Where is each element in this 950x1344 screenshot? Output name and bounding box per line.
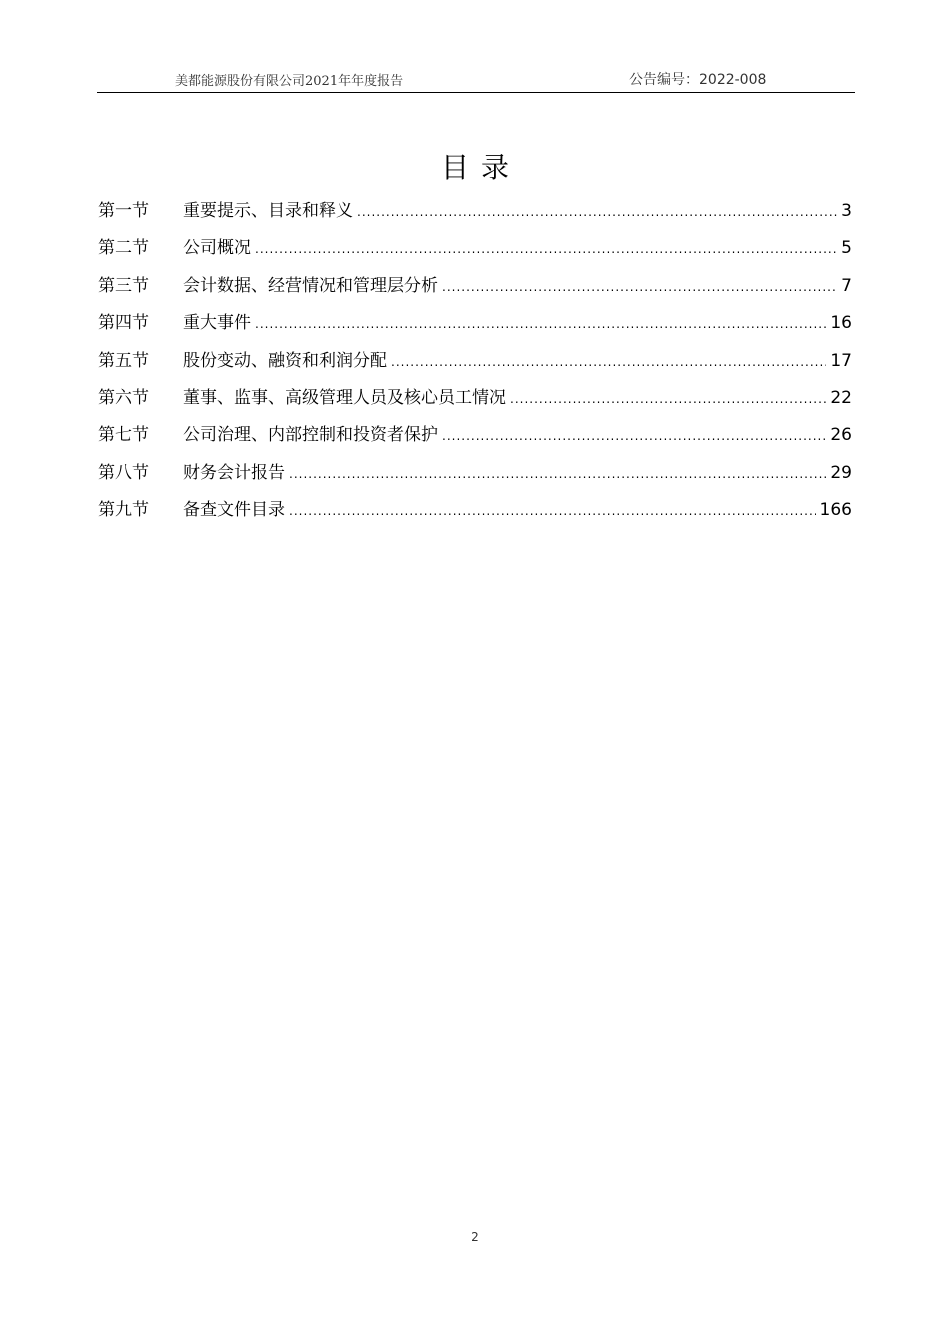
toc-title: 目录 [440,151,521,184]
toc-row[interactable] [98,495,852,532]
toc-page-number: 166 [819,500,852,521]
toc-row[interactable] [98,420,852,457]
toc-section: 第三节 [98,275,149,296]
toc-section: 第七节 [98,425,149,446]
toc-leader-dots [255,242,837,256]
toc-row[interactable] [98,233,852,270]
toc-section: 第五节 [98,350,149,371]
toc-section: 第八节 [98,462,149,483]
header-announcement-number: 公告编号：2022-008 [629,72,767,88]
toc-entry-name: 董事、监事、高级管理人员及核心员工情况 [183,387,506,408]
header-report-title: 美都能源股份有限公司2021年年度报告 [175,74,404,89]
toc-row[interactable] [98,271,852,308]
toc-row[interactable] [98,383,852,420]
toc-page-number: 16 [830,313,852,334]
toc-leader-dots [442,280,837,294]
toc-leader-dots [255,317,826,331]
toc-section: 第二节 [98,238,149,259]
toc-row[interactable] [98,196,852,233]
toc-entry-name: 公司概况 [183,238,251,259]
table-of-contents [98,196,852,533]
toc-section: 第九节 [98,500,149,521]
toc-leader-dots [357,205,837,219]
toc-page-number: 3 [841,201,852,221]
toc-row[interactable] [98,346,852,383]
toc-entry-name: 股份变动、融资和利润分配 [183,350,387,371]
toc-section: 第一节 [98,201,149,221]
page-number: 2 [471,1230,479,1244]
toc-page-number: 5 [841,238,852,259]
toc-entry-name: 重大事件 [183,313,251,334]
toc-section: 第四节 [98,313,149,334]
toc-page-number: 29 [830,462,852,483]
toc-page-number: 22 [830,387,852,408]
toc-row[interactable] [98,308,852,345]
page-header [97,64,855,93]
toc-leader-dots [289,467,826,481]
toc-page-number: 26 [830,425,852,446]
toc-leader-dots [510,392,826,406]
toc-page-number: 7 [841,275,852,296]
toc-entry-name: 公司治理、内部控制和投资者保护 [183,425,438,446]
toc-entry-name: 重要提示、目录和释义 [183,201,353,221]
toc-entry-name: 会计数据、经营情况和管理层分析 [183,275,438,296]
toc-leader-dots [442,429,826,443]
toc-page-number: 17 [830,350,852,371]
toc-row[interactable] [98,458,852,495]
toc-entry-name: 财务会计报告 [183,462,285,483]
toc-section: 第六节 [98,387,149,408]
toc-leader-dots [391,355,826,369]
toc-entry-name: 备查文件目录 [183,500,285,521]
toc-leader-dots [289,504,816,518]
